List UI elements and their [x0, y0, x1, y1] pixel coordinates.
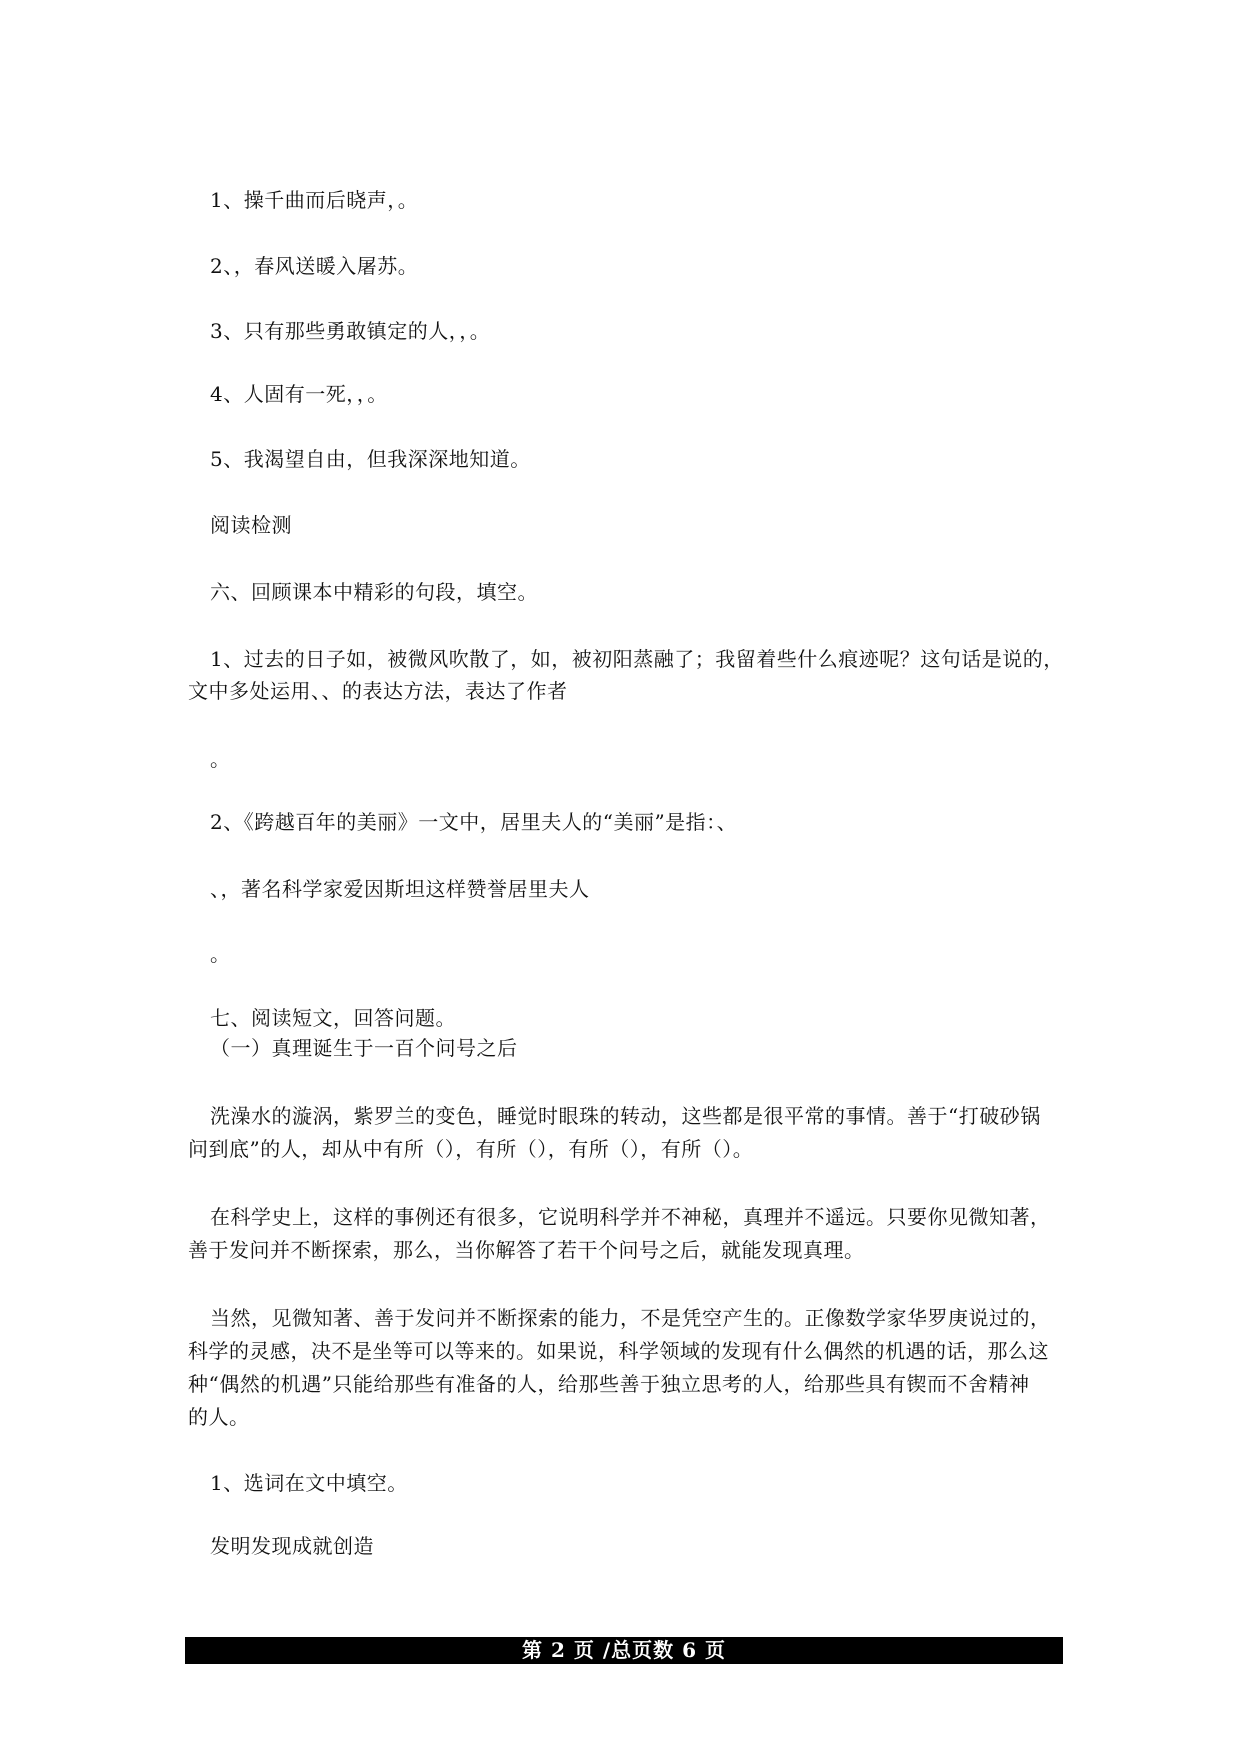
question-6-2-end: 。	[210, 942, 231, 966]
question-6-1-line-1: 1、过去的日子如，被微风吹散了，如，被初阳蒸融了；我留着些什么痕迹呢？这句话是说的，	[210, 647, 1064, 671]
passage-paragraph-2-line-2: 善于发问并不断探索，那么，当你解答了若干个问号之后，就能发现真理。	[188, 1238, 865, 1262]
question-6-1-end: 。	[210, 747, 231, 771]
question-6-title: 六、回顾课本中精彩的句段，填空。	[210, 580, 538, 604]
page-footer-bar	[185, 1637, 1063, 1664]
question-5-3: 3、只有那些勇敢镇定的人，，。	[210, 319, 491, 343]
question-5-1: 1、操千曲而后晓声，。	[210, 188, 419, 212]
question-5-4: 4、人固有一死，，。	[210, 382, 388, 406]
question-6-2-line-1: 2、《跨越百年的美丽》一文中，居里夫人的“美丽”是指：、	[210, 810, 738, 834]
passage-paragraph-3-line-4: 的人。	[188, 1405, 250, 1429]
passage-paragraph-3-line-1: 当然，见微知著、善于发问并不断探索的能力，不是凭空产生的。正像数学家华罗庚说过的，	[210, 1306, 1051, 1330]
question-6-1-line-2: 文中多处运用、、的表达方法，表达了作者	[188, 679, 568, 703]
passage-paragraph-3-line-3: 种“偶然的机遇”只能给那些有准备的人，给那些善于独立思考的人，给那些具有锲而不舍精神	[188, 1372, 1030, 1396]
question-5-2: 2、，春风送暖入屠苏。	[210, 254, 419, 278]
passage-title: （一）真理诞生于一百个问号之后	[210, 1036, 518, 1060]
passage-paragraph-2-line-1: 在科学史上，这样的事例还有很多，它说明科学并不神秘，真理并不遥远。只要你见微知著，	[210, 1205, 1051, 1229]
question-5-5: 5、我渴望自由，但我深深地知道。	[210, 447, 531, 471]
question-6-2-line-2: 、，著名科学家爱因斯坦这样赞誉居里夫人	[210, 877, 590, 901]
passage-paragraph-1-line-2: 问到底”的人，却从中有所（），有所（），有所（），有所（）。	[188, 1137, 754, 1161]
page-number-label: 第 2 页 /总页数 6 页	[522, 1638, 726, 1662]
question-7-1: 1、选词在文中填空。	[210, 1471, 408, 1495]
passage-paragraph-1-line-1: 洗澡水的漩涡，紫罗兰的变色，睡觉时眼珠的转动，这些都是很平常的事情。善于“打破砂锅	[210, 1104, 1041, 1128]
passage-paragraph-3-line-2: 科学的灵感，决不是坐等可以等来的。如果说，科学领域的发现有什么偶然的机遇的话，那么这	[188, 1339, 1049, 1363]
word-choices: 发明发现成就创造	[210, 1534, 374, 1558]
question-7-title: 七、阅读短文，回答问题。	[210, 1006, 456, 1030]
section-heading-reading: 阅读检测	[210, 513, 292, 537]
